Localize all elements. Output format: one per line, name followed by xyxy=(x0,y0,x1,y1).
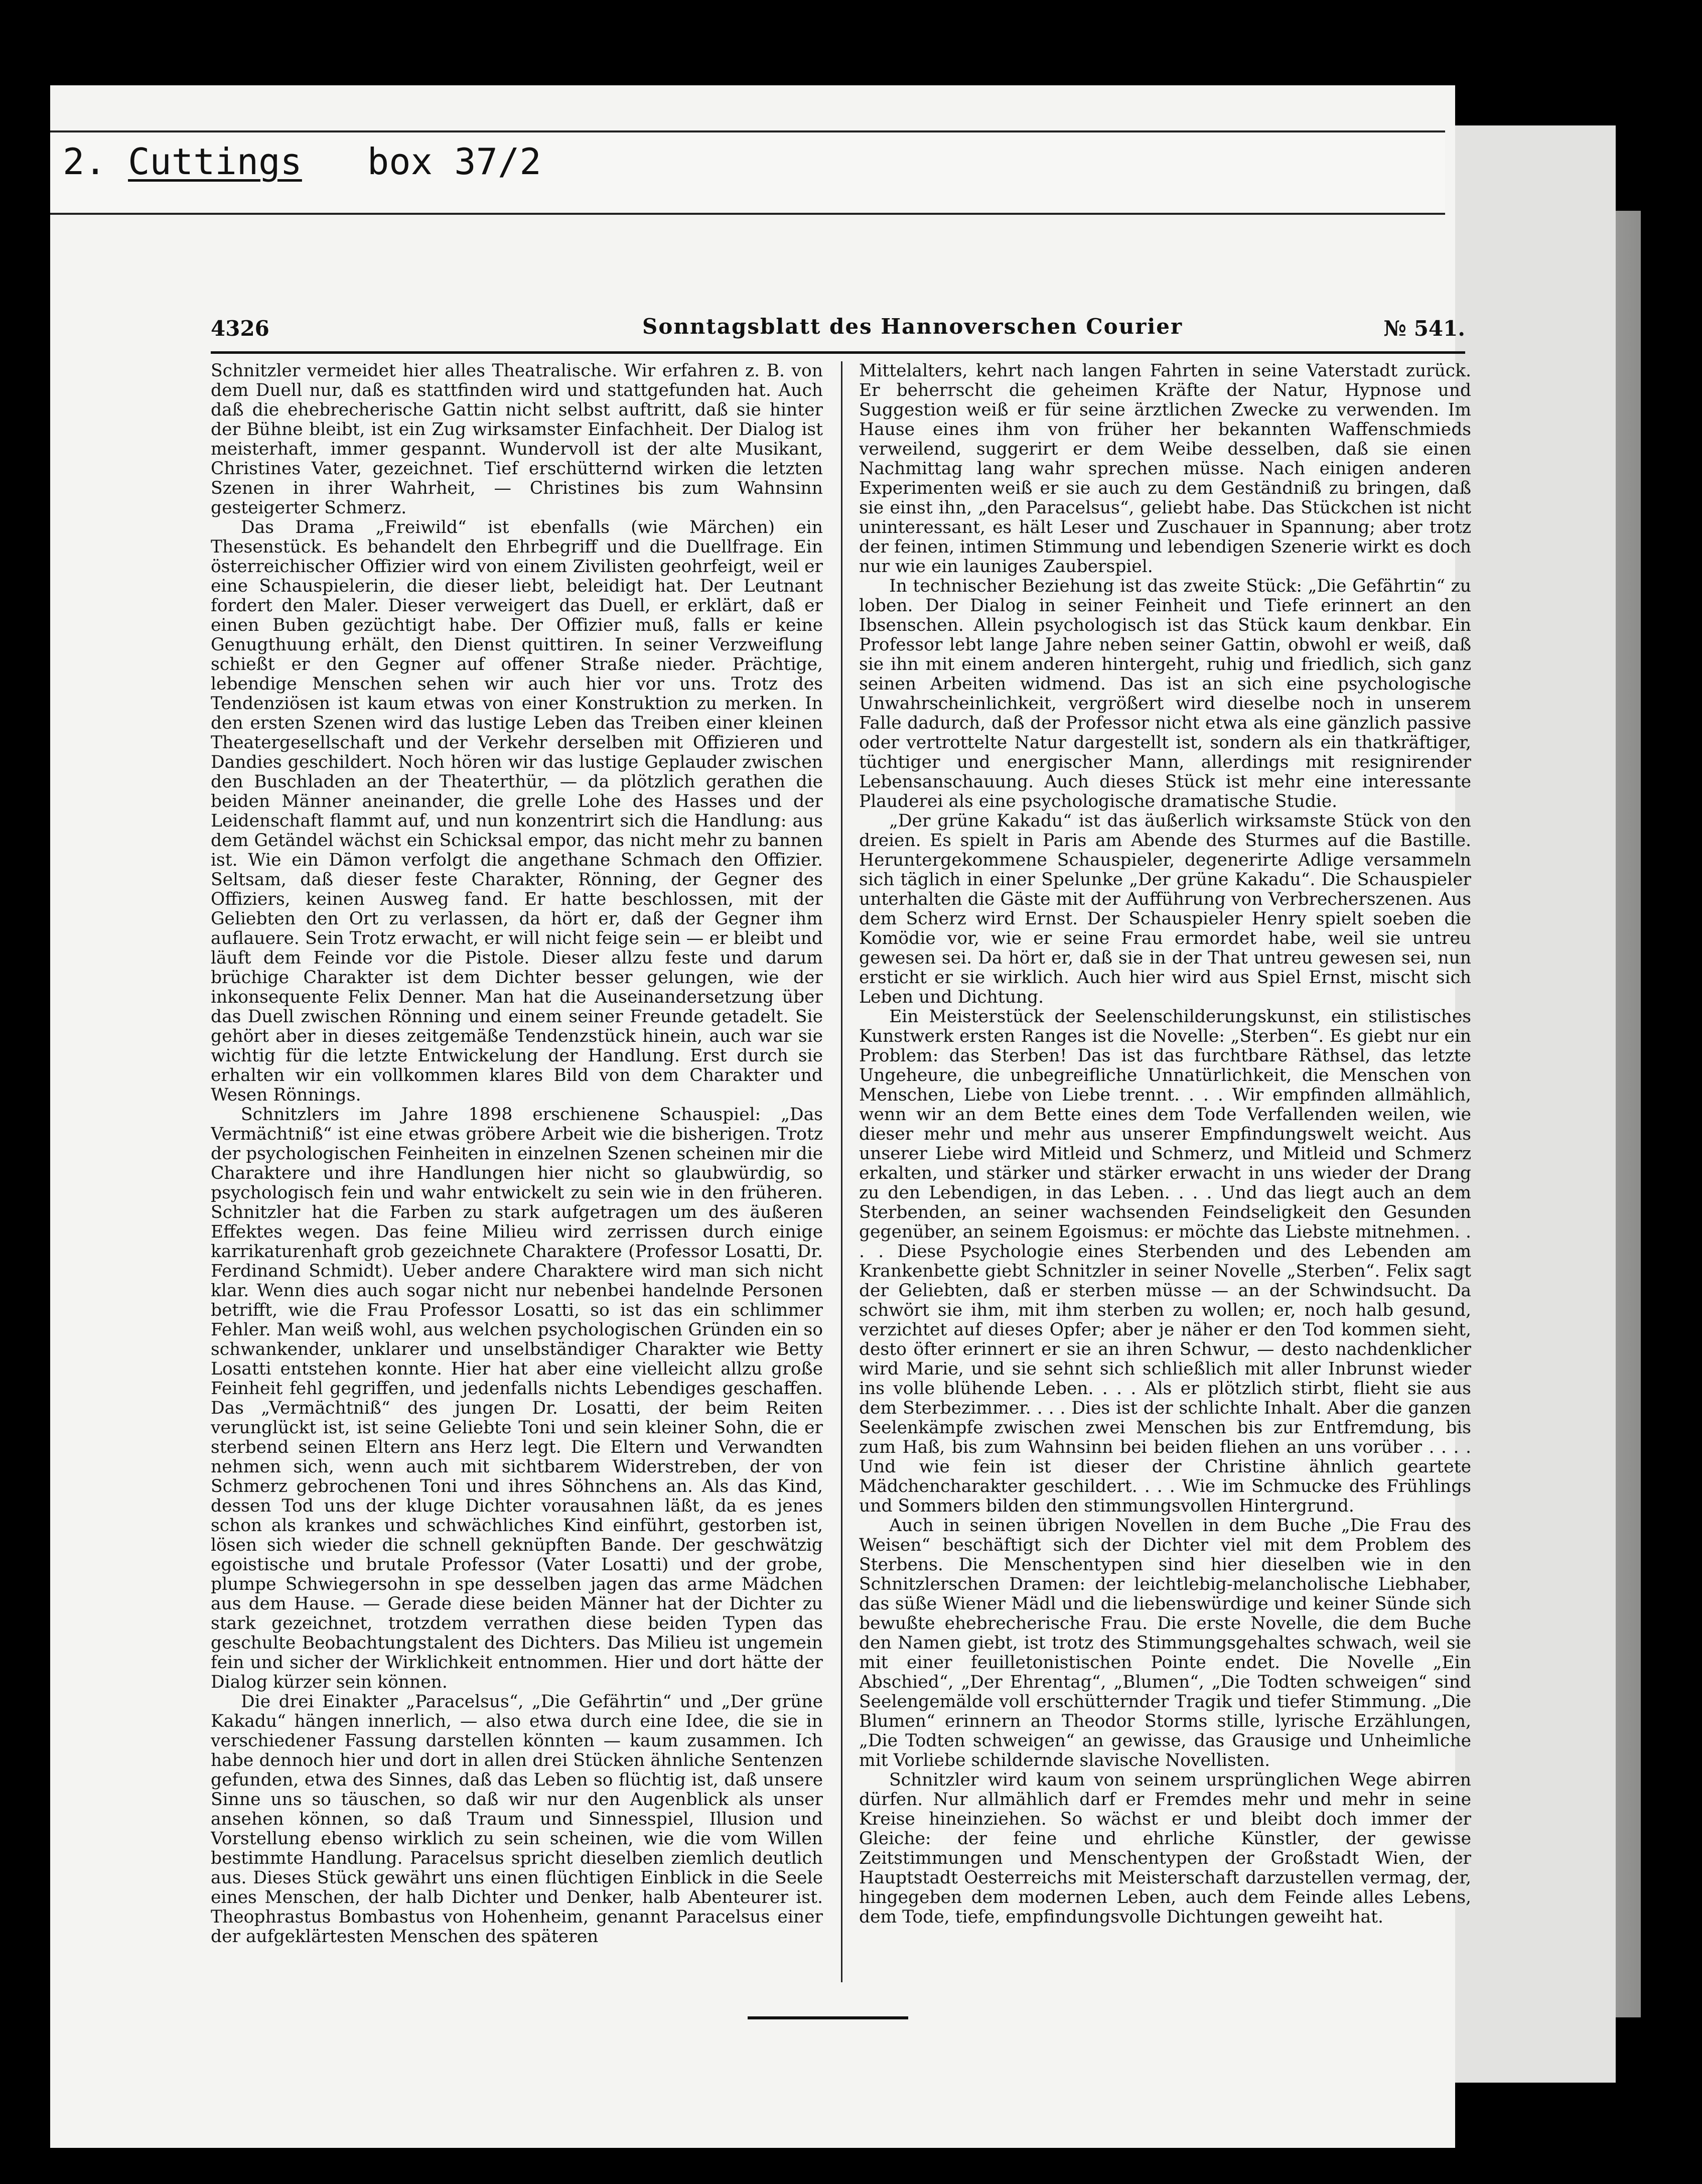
archive-label xyxy=(63,141,541,183)
left-column xyxy=(211,361,823,2017)
journal-title: Sonntagsblatt des Hannoverschen Courier xyxy=(642,314,1183,339)
paragraph: In technischer Beziehung ist das zweite Stück: „Die Gefährtin“ zu loben. Der Dialog in seiner Feinheit und Tiefe erinnert an den Ibsenschen. Allein psychologisch ist das Stück kaum denkbar. Ein Professor lebt lange Jahre neben seiner Gattin, obwohl er weiß, daß sie ihn mit einem anderen hintergeht, ruhig und friedlich, sich ganz seinen Arbeiten widmend. Das ist an sich eine psychologische Unwahrscheinlichkeit, vergrößert wird dieselbe noch in unserem Falle dadurch, daß der Professor nicht etwa als eine gänzlich passive oder vertrottelte Natur dargestellt ist, sondern als ein thatkräftiger, tüchtiger und energischer Mann, allerdings mit resignirender Lebensanschauung. Auch dieses Stück ist mehr eine interessante Plauderei als eine psychologische dramatische Studie. xyxy=(859,576,1471,811)
archive-label-word: Cuttings xyxy=(128,141,302,183)
paragraph: Ein Meisterstück der Seelenschilderungskunst, ein stilistisches Kunstwerk ersten Ranges ist die Novelle: „Sterben“. Es giebt nur ein Problem: das Sterben! Das ist das furchtbare Räthsel, das letzte Ungeheure, die unbegreifliche Unnatürlichkeit, die Menschen von Menschen, Liebe von Liebe trennt. . . . Wir empfinden allmählich, wenn wir an dem Bette eines dem Tode Verfallenden weilen, wie dieser mehr und mehr aus unserer Empfindungswelt weicht. Aus unserer Liebe wird Mitleid und Schmerz, und Mitleid und Schmerz erkalten, und stärker und stärker erwacht in uns wieder der Drang zu den Lebendigen, in das Leben. . . . Und das liegt auch an dem Sterbenden, an seiner wachsenden Feindseligkeit den Gesunden gegenüber, an seinem Egoismus: er möchte das Liebste mitnehmen. . . . Diese Psychologie eines Sterbenden und des Lebenden am Krankenbette giebt Schnitzler in seiner Novelle „Sterben“. Felix sagt der Geliebten, daß er sterben müsse — an der Schwindsucht. Da schwört sie ihm, mit ihm sterben zu wollen; er, noch halb gesund, verzichtet auf dieses Opfer; aber je näher er den Tod kommen sieht, desto öfter erinnert er sie an ihren Schwur, — desto nachdenklicher wird Marie, und sie sehnt sich schließlich mit aller Inbrunst wieder ins volle blühende Leben. . . . Als er plötzlich stirbt, flieht sie aus dem Sterbezimmer. . . . Dies ist der schlichte Inhalt. Aber die ganzen Seelenkämpfe zwischen zwei Menschen bis zur Entfremdung, bis zum Haß, bis zum Wahnsinn bei beiden fliehen an uns vorüber . . . . Und wie fein ist dieser der Christine ähnlich geartete Mädchencharakter geschildert. . . . Wie im Schmucke des Frühlings und Sommers bilden den stimmungsvollen Hintergrund. xyxy=(859,1007,1471,1516)
newspaper-page xyxy=(211,311,1471,2037)
archive-label-box: box 37/2 xyxy=(367,141,541,183)
paragraph: Mittelalters, kehrt nach langen Fahrten in seine Vaterstadt zurück. Er beherrscht die geheimen Kräfte der Natur, Hypnose und Suggestion weiß er für seine ärztlichen Zwecke zu verwenden. Im Hause eines ihm von früher her bekannten Waffenschmieds verweilend, suggerirt er dem Weibe desselben, daß sie einen Nachmittag lang wahr sprechen müsse. Nach einigen anderen Experimenten weiß er sie auch zu dem Geständniß zu bringen, daß sie einst ihn, „den Paracelsus“, geliebt habe. Das Stückchen ist nicht uninteressant, es hält Leser und Zuschauer in Spannung; aber trotz der feinen, intimen Stimmung und lebendigen Szenerie wirkt es doch nur wie ein launiges Zauberspiel. xyxy=(859,361,1471,577)
paragraph: Auch in seinen übrigen Novellen in dem Buche „Die Frau des Weisen“ beschäftigt sich der Dichter viel mit dem Problem des Sterbens. Die Menschentypen sind hier dieselben wie in den Schnitzlerschen Dramen: der leichtlebig-melancholische Liebhaber, das süße Wiener Mädl und die liebenswürdige und keiner Sünde sich bewußte ehebrecherische Frau. Die erste Novelle, die dem Buche den Namen giebt, ist trotz des Stimmungsgehaltes schwach, weil sie mit einer feuilletonistischen Pointe endet. Die Novelle „Ein Abschied“, „Der Ehrentag“, „Blumen“, „Die Todten schweigen“ sind Seelengemälde voll erschütternder Tragik und tiefer Stimmung. „Die Blumen“ erinnern an Theodor Storms stille, lyrische Erzählungen, „Die Todten schweigen“ an gewisse, das Grausige und Unheimliche mit Vorliebe schildernde slavische Novellisten. xyxy=(859,1516,1471,1770)
paragraph: Die drei Einakter „Paracelsus“, „Die Gefährtin“ und „Der grüne Kakadu“ hängen innerlich, — also etwa durch eine Idee, die sie in verschiedener Fassung darstellen könnten — kaum zusammen. Ich habe dennoch hier und dort in allen drei Stücken ähnliche Sentenzen gefunden, etwa des Sinnes, daß das Leben so flüchtig ist, daß unsere Sinne uns so täuschen, so daß wir nur den Augenblick als unser ansehen können, so daß Traum und Sinnesspiel, Illusion und Vorstellung ebenso wirklich zu sein scheinen, wie die vom Willen bestimmte Handlung. Paracelsus spricht dieselben ziemlich deutlich aus. Dieses Stück gewährt uns einen flüchtigen Einblick in die Seele eines Menschen, der halb Dichter und Denker, halb Abenteurer ist. Theophrastus Bombastus von Hohenheim, genannt Paracelsus einer der aufgeklärtesten Menschen des späteren xyxy=(211,1692,823,1947)
paragraph: Schnitzler vermeidet hier alles Theatralische. Wir erfahren z. B. von dem Duell nur, daß es stattfinden wird und stattgefunden hat. Auch daß die ehebrecherische Gattin nicht selbst auftritt, daß sie hinter der Bühne bleibt, ist ein Zug wirksamster Einfachheit. Der Dialog ist meisterhaft, immer gespannt. Wundervoll ist der alte Musikant, Christines Vater, gezeichnet. Tief erschütternd wirken die letzten Szenen in ihrer Wahrheit, — Christines bis zum Wahnsinn gesteigerter Schmerz. xyxy=(211,361,823,518)
column-divider xyxy=(841,361,842,1982)
paragraph: „Der grüne Kakadu“ ist das äußerlich wirksamste Stück von den dreien. Es spielt in Paris am Abende des Sturmes auf die Bastille. Heruntergekommene Schauspieler, degenerirte Adlige versammeln sich täglich in einer Spelunke „Der grüne Kakadu“. Die Schauspieler unterhalten die Gäste mit der Aufführung von Verbrecherszenen. Aus dem Scherz wird Ernst. Der Schauspieler Henry spielt soeben die Komödie vor, wie er seine Frau ermordet habe, weil sie untreu gewesen sei. Da hört er, daß sie in der That untreu gewesen sei, nun ersticht er sie wirklich. Auch hier wird aus Spiel Ernst, mischt sich Leben und Dichtung. xyxy=(859,811,1471,1007)
end-rule xyxy=(748,2016,908,2019)
paragraph: Schnitzler wird kaum von seinem ursprünglichen Wege abirren dürfen. Nur allmählich darf er Fremdes mehr und mehr in seine Kreise hineinziehen. So wächst er und bleibt doch immer der Gleiche: der feine und ehrliche Künstler, der gewisse Zeitstimmungen und Menschentypen der Großstadt Wien, der Hauptstadt Oesterreichs mit Meisterschaft darzustellen vermag, der, hingegeben dem modernen Leben, auch dem Feinde alles Lebens, dem Tode, tiefe, empfindungsvolle Dichtungen geweiht hat. xyxy=(859,1770,1471,1927)
archive-label-prefix: 2. xyxy=(63,141,106,183)
page-number: 4326 xyxy=(211,316,269,341)
paragraph: Schnitzlers im Jahre 1898 erschienene Schauspiel: „Das Vermächtniß“ ist eine etwas gröbere Arbeit wie die bisherigen. Trotz der psychologischen Feinheiten in einzelnen Szenen scheinen mir die Charaktere und ihre Handlungen hier nicht so glaubwürdig, so psychologisch fein und wahr entwickelt zu sein wie in den früheren. Schnitzler hat die Farben zu stark aufgetragen um des äußeren Effektes wegen. Das feine Milieu wird zerrissen durch einige karrikaturenhaft grob gezeichnete Charaktere (Professor Losatti, Dr. Ferdinand Schmidt). Ueber andere Charaktere wird man sich nicht klar. Wenn dies auch sogar nicht nur nebenbei handelnde Personen betrifft, wie die Frau Professor Losatti, so ist das ein schlimmer Fehler. Man weiß wohl, aus welchen psychologischen Gründen ein so schwankender, unklarer und unselbständiger Charakter wie Betty Losatti entstehen konnte. Hier hat aber eine vielleicht allzu große Feinheit fehl gegriffen, und jedenfalls nichts Lebendiges geschaffen. Das „Vermächtniß“ des jungen Dr. Losatti, der beim Reiten verunglückt ist, ist seine Geliebte Toni und sein kleiner Sohn, die er sterbend seinen Eltern ans Herz legt. Die Eltern und Verwandten nehmen sich, wenn auch mit sichtbarem Widerstreben, der von Schmerz gebrochenen Toni und ihres Söhnchens an. Als das Kind, dessen Tod uns der kluge Dichter vorausahnen läßt, da es jenes schon als krankes und schwächliches Kind einführt, gestorben ist, lösen sich wieder die schnell geknüpften Bande. Der geschwätzig egoistische und brutale Professor (Vater Losatti) und der grobe, plumpe Schwiegersohn in spe desselben jagen das arme Mädchen aus dem Hause. — Gerade diese beiden Männer hat der Dichter zu stark gezeichnet, trotzdem verrathen diese beiden Typen das geschulte Beobachtungstalent des Dichters. Das Milieu ist ungemein fein und sicher der Wirklichkeit entnommen. Hier und dort hätte der Dialog kürzer sein können. xyxy=(211,1105,823,1692)
running-head xyxy=(211,311,1465,354)
issue-number: № 541. xyxy=(1383,316,1465,341)
right-column xyxy=(859,361,1471,2017)
paragraph: Das Drama „Freiwild“ ist ebenfalls (wie Märchen) ein Thesenstück. Es behandelt den Ehrbegriff und die Duellfrage. Ein österreichischer Offizier wird von einem Zivilisten geohrfeigt, weil er eine Schauspielerin, die dieser liebt, beleidigt hat. Der Leutnant fordert den Maler. Dieser verweigert das Duell, er erklärt, daß er einen Buben gezüchtigt habe. Der Offizier muß, falls er keine Genugthuung erhält, den Dienst quittiren. In seiner Verzweiflung schießt er den Gegner auf offener Straße nieder. Prächtige, lebendige Menschen sehen wir auch hier vor uns. Trotz des Tendenziösen ist kaum etwas von einer Konstruktion zu merken. In den ersten Szenen wird das lustige Leben das Treiben einer kleinen Theatergesellschaft und der Verkehr derselben mit Offizieren und Dandies geschildert. Noch hören wir das lustige Geplauder zwischen den Buschladen an der Theaterthür, — da plötzlich gerathen die beiden Männer aneinander, die grelle Lohe des Hasses und der Leidenschaft flammt auf, und nun konzentrirt sich die Handlung: aus dem Getändel wächst ein Schicksal empor, das nicht mehr zu bannen ist. Wie ein Dämon verfolgt die angethane Schmach den Offizier. Seltsam, daß dieser feste Charakter, Rönning, der Gegner des Offiziers, keinen Ausweg fand. Er hatte beschlossen, mit der Geliebten den Ort zu verlassen, da hört er, daß der Gegner ihm auflauere. Sein Trotz erwacht, er will nicht feige sein — er bleibt und läuft dem Feinde vor die Pistole. Dieser allzu feste und darum brüchige Charakter ist dem Dichter besser gelungen, wie der inkonsequente Felix Denner. Man hat die Auseinandersetzung über das Duell zwischen Rönning und einem seiner Freunde getadelt. Sie gehört aber in dieses zeitgemäße Tendenzstück hinein, auch war sie wichtig für die letzte Entwickelung der Handlung. Erst durch sie erhalten wir ein vollkommen klares Bild von dem Charakter und Wesen Rönnings. xyxy=(211,517,823,1105)
